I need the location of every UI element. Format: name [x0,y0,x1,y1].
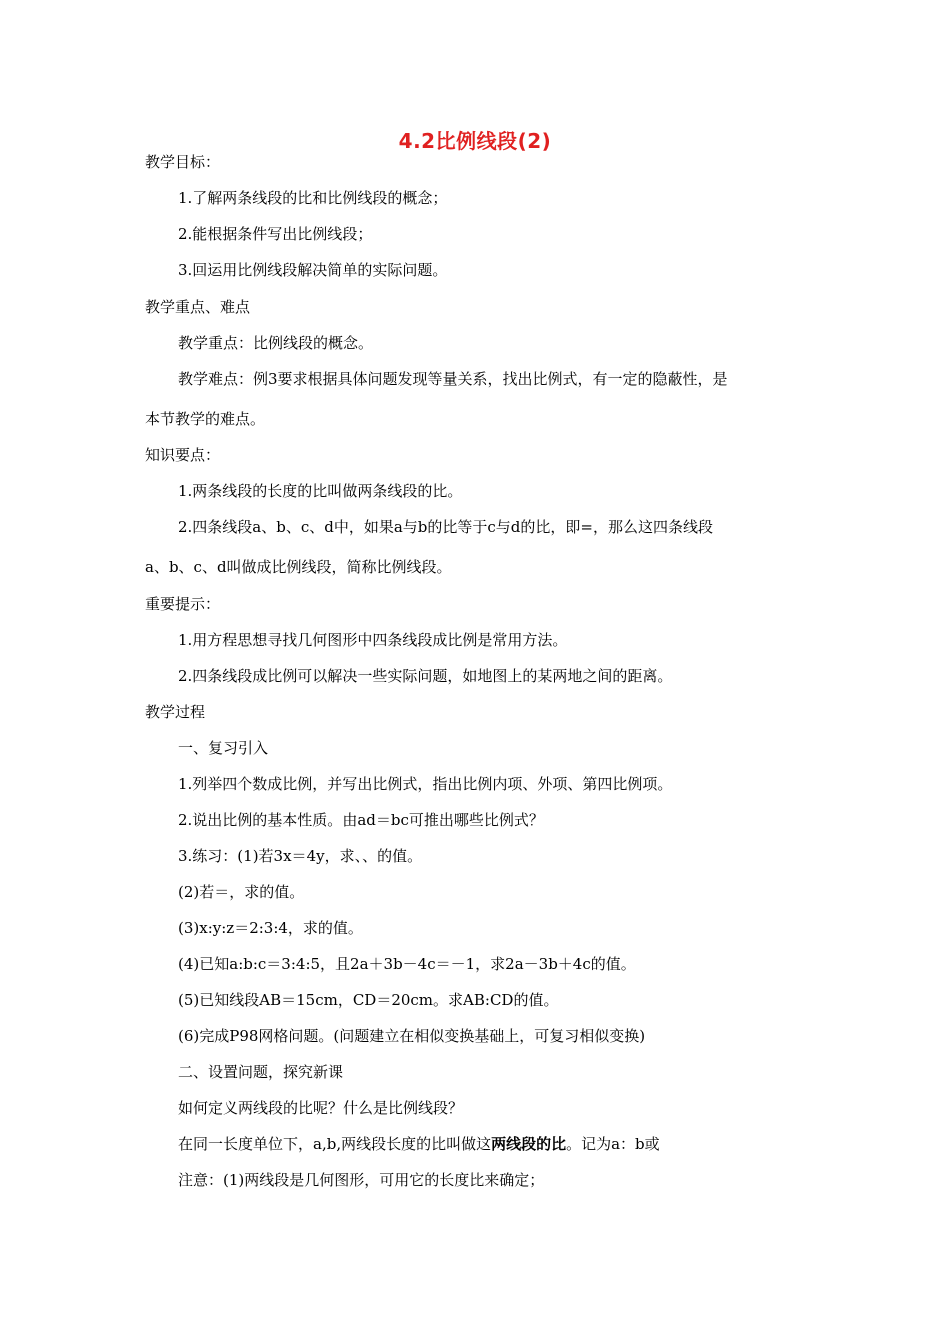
section-heading-key-points: 教学重点、难点 [145,298,251,316]
definition-emphasis: 两线段的比 [491,1135,567,1153]
page-title: 4.2比例线段(2) [398,129,552,153]
note-text: 注意：(1)两线段是几何图形，可用它的长度比来确定； [178,1171,545,1189]
objective-item-2: 2.能根据条件写出比例线段； [178,225,373,243]
subheading-new-lesson: 二、设置问题，探究新课 [178,1063,344,1081]
definition-text-part: 在同一长度单位下，a,b,两线段长度的比叫做这 [178,1135,492,1153]
review-item-2: 2.说出比例的基本性质。由ad＝bc可推出哪些比例式？ [178,811,544,829]
section-heading-tips: 重要提示： [145,595,221,613]
exercise-item-2: (2)若＝，求的值。 [178,883,305,901]
definition-text [178,1134,660,1154]
tip-item-2: 2.四条线段成比例可以解决一些实际问题，如地图上的某两地之间的距离。 [178,667,673,685]
section-heading-process: 教学过程 [145,703,206,721]
exercise-item-1: 3.练习：(1)若3x＝4y，求、、的值。 [178,847,423,865]
knowledge-item-2: 2.四条线段a、b、c、d中，如果a与b的比等于c与d的比，即=，那么这四条线段 [178,518,713,536]
objective-item-3: 3.回运用比例线段解决简单的实际问题。 [178,261,448,279]
exercise-item-6: (6)完成P98网格问题。(问题建立在相似变换基础上，可复习相似变换) [178,1027,646,1045]
exercise-item-5: (5)已知线段AB＝15cm，CD＝20cm。求AB:CD的值。 [178,991,559,1009]
key-point-text: 教学重点：比例线段的概念。 [178,334,374,352]
difficulty-text-continued: 本节教学的难点。 [145,410,266,428]
subheading-review: 一、复习引入 [178,739,269,757]
tip-item-1: 1.用方程思想寻找几何图形中四条线段成比例是常用方法。 [178,631,568,649]
exercise-item-3: (3)x:y:z＝2:3:4，求的值。 [178,919,363,937]
question-text: 如何定义两线段的比呢？什么是比例线段？ [178,1099,464,1117]
objective-item-1: 1.了解两条线段的比和比例线段的概念； [178,189,448,207]
knowledge-item-2-continued: a、b、c、d叫做成比例线段，简称比例线段。 [145,558,452,576]
section-heading-knowledge: 知识要点： [145,446,221,464]
exercise-item-4: (4)已知a:b:c＝3:4:5，且2a＋3b－4c＝－1，求2a－3b＋4c的值。 [178,955,636,973]
knowledge-item-1: 1.两条线段的长度的比叫做两条线段的比。 [178,482,463,500]
section-heading-objectives: 教学目标： [145,153,221,171]
difficulty-text: 教学难点：例3要求根据具体问题发现等量关系，找出比例式，有一定的隐蔽性，是 [178,370,728,388]
review-item-1: 1.列举四个数成比例，并写出比例式，指出比例内项、外项、第四比例项。 [178,775,673,793]
definition-text-end: 。记为a：b或 [566,1135,660,1153]
